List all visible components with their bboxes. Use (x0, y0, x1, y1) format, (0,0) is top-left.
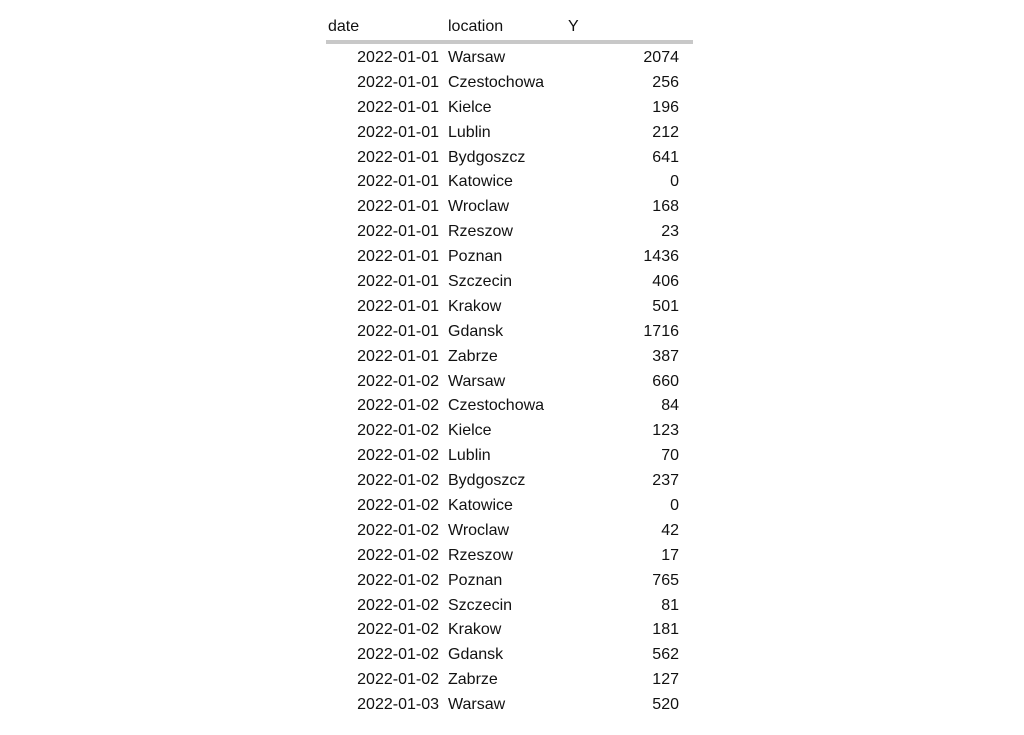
cell-y: 660 (652, 372, 679, 390)
cell-y: 123 (652, 422, 679, 440)
cell-y: 0 (670, 497, 679, 515)
table-row (326, 469, 693, 494)
cell-location: Warsaw (448, 372, 506, 390)
cell-date: 2022-01-02 (357, 671, 439, 689)
cell-date: 2022-01-02 (357, 646, 439, 664)
table-row (326, 544, 693, 569)
table-row (326, 121, 693, 146)
cell-date: 2022-01-02 (357, 472, 439, 490)
cell-date: 2022-01-01 (357, 198, 439, 216)
cell-date: 2022-01-02 (357, 621, 439, 639)
cell-date: 2022-01-01 (357, 347, 439, 365)
cell-date: 2022-01-02 (357, 596, 439, 614)
cell-y: 42 (661, 521, 679, 539)
table-row (326, 618, 693, 643)
cell-y: 562 (652, 646, 679, 664)
cell-y: 501 (652, 297, 679, 315)
table-row (326, 569, 693, 594)
table-row (326, 668, 693, 693)
cell-date: 2022-01-01 (357, 273, 439, 291)
cell-date: 2022-01-02 (357, 447, 439, 465)
cell-y: 196 (652, 98, 679, 116)
cell-date: 2022-01-01 (357, 123, 439, 141)
table-row (326, 370, 693, 395)
cell-y: 0 (670, 173, 679, 191)
cell-y: 237 (652, 472, 679, 490)
cell-location: Zabrze (448, 347, 498, 365)
cell-date: 2022-01-01 (357, 297, 439, 315)
cell-location: Gdansk (448, 322, 504, 340)
table-row (326, 170, 693, 195)
cell-date: 2022-01-01 (357, 322, 439, 340)
table-row (326, 146, 693, 171)
table-row (326, 494, 693, 519)
cell-y: 81 (661, 596, 679, 614)
cell-date: 2022-01-02 (357, 521, 439, 539)
cell-location: Bydgoszcz (448, 472, 526, 490)
cell-location: Poznan (448, 571, 503, 589)
table-row (326, 345, 693, 370)
cell-location: Krakow (448, 621, 502, 639)
cell-location: Wroclaw (448, 198, 510, 216)
cell-location: Bydgoszcz (448, 148, 526, 166)
table-row (326, 519, 693, 544)
table-row (326, 245, 693, 270)
cell-location: Katowice (448, 497, 513, 515)
cell-y: 17 (661, 546, 679, 564)
cell-date: 2022-01-01 (357, 223, 439, 241)
cell-location: Rzeszow (448, 546, 513, 564)
table-row (326, 320, 693, 345)
cell-date: 2022-01-01 (357, 73, 439, 91)
cell-date: 2022-01-02 (357, 497, 439, 515)
column-header-y: Y (568, 18, 579, 35)
cell-y: 520 (652, 696, 679, 714)
table-row (326, 419, 693, 444)
column-header-location: location (448, 18, 504, 35)
cell-y: 387 (652, 347, 679, 365)
cell-location: Rzeszow (448, 223, 513, 241)
table-row (326, 96, 693, 121)
cell-location: Szczecin (448, 273, 513, 291)
cell-location: Czestochowa (448, 397, 545, 415)
cell-date: 2022-01-02 (357, 546, 439, 564)
cell-location: Wroclaw (448, 521, 510, 539)
table-row (326, 71, 693, 96)
cell-date: 2022-01-02 (357, 422, 439, 440)
cell-date: 2022-01-01 (357, 148, 439, 166)
cell-location: Kielce (448, 98, 492, 116)
cell-y: 181 (652, 621, 679, 639)
cell-date: 2022-01-01 (357, 248, 439, 266)
table-row (326, 46, 693, 71)
table-row (326, 394, 693, 419)
table-row (326, 195, 693, 220)
table-row (326, 643, 693, 668)
cell-date: 2022-01-01 (357, 98, 439, 116)
data-table (326, 14, 693, 718)
cell-location: Kielce (448, 422, 492, 440)
table-row (326, 444, 693, 469)
cell-location: Warsaw (448, 49, 506, 66)
cell-y: 212 (652, 123, 679, 141)
cell-location: Krakow (448, 297, 502, 315)
cell-date: 2022-01-01 (357, 173, 439, 191)
cell-location: Lublin (448, 123, 491, 141)
table-body (326, 44, 693, 718)
cell-location: Szczecin (448, 596, 513, 614)
table-row (326, 220, 693, 245)
cell-y: 2074 (643, 49, 679, 66)
cell-y: 23 (661, 223, 679, 241)
table-row (326, 295, 693, 320)
cell-location: Zabrze (448, 671, 498, 689)
cell-y: 70 (661, 447, 679, 465)
cell-y: 1436 (643, 248, 679, 266)
cell-location: Gdansk (448, 646, 504, 664)
table-header (326, 14, 693, 44)
cell-y: 84 (661, 397, 679, 415)
cell-date: 2022-01-01 (357, 49, 439, 66)
cell-location: Katowice (448, 173, 513, 191)
cell-y: 256 (652, 73, 679, 91)
table-row (326, 594, 693, 619)
cell-y: 1716 (643, 322, 679, 340)
column-header-date: date (328, 18, 360, 35)
cell-date: 2022-01-02 (357, 372, 439, 390)
cell-location: Poznan (448, 248, 503, 266)
cell-date: 2022-01-03 (357, 696, 439, 714)
cell-location: Warsaw (448, 696, 506, 714)
cell-location: Czestochowa (448, 73, 545, 91)
cell-y: 641 (652, 148, 679, 166)
cell-y: 406 (652, 273, 679, 291)
cell-y: 765 (652, 571, 679, 589)
cell-y: 168 (652, 198, 679, 216)
table-row (326, 693, 693, 718)
cell-date: 2022-01-02 (357, 397, 439, 415)
cell-location: Lublin (448, 447, 491, 465)
cell-y: 127 (652, 671, 679, 689)
table-row (326, 270, 693, 295)
cell-date: 2022-01-02 (357, 571, 439, 589)
